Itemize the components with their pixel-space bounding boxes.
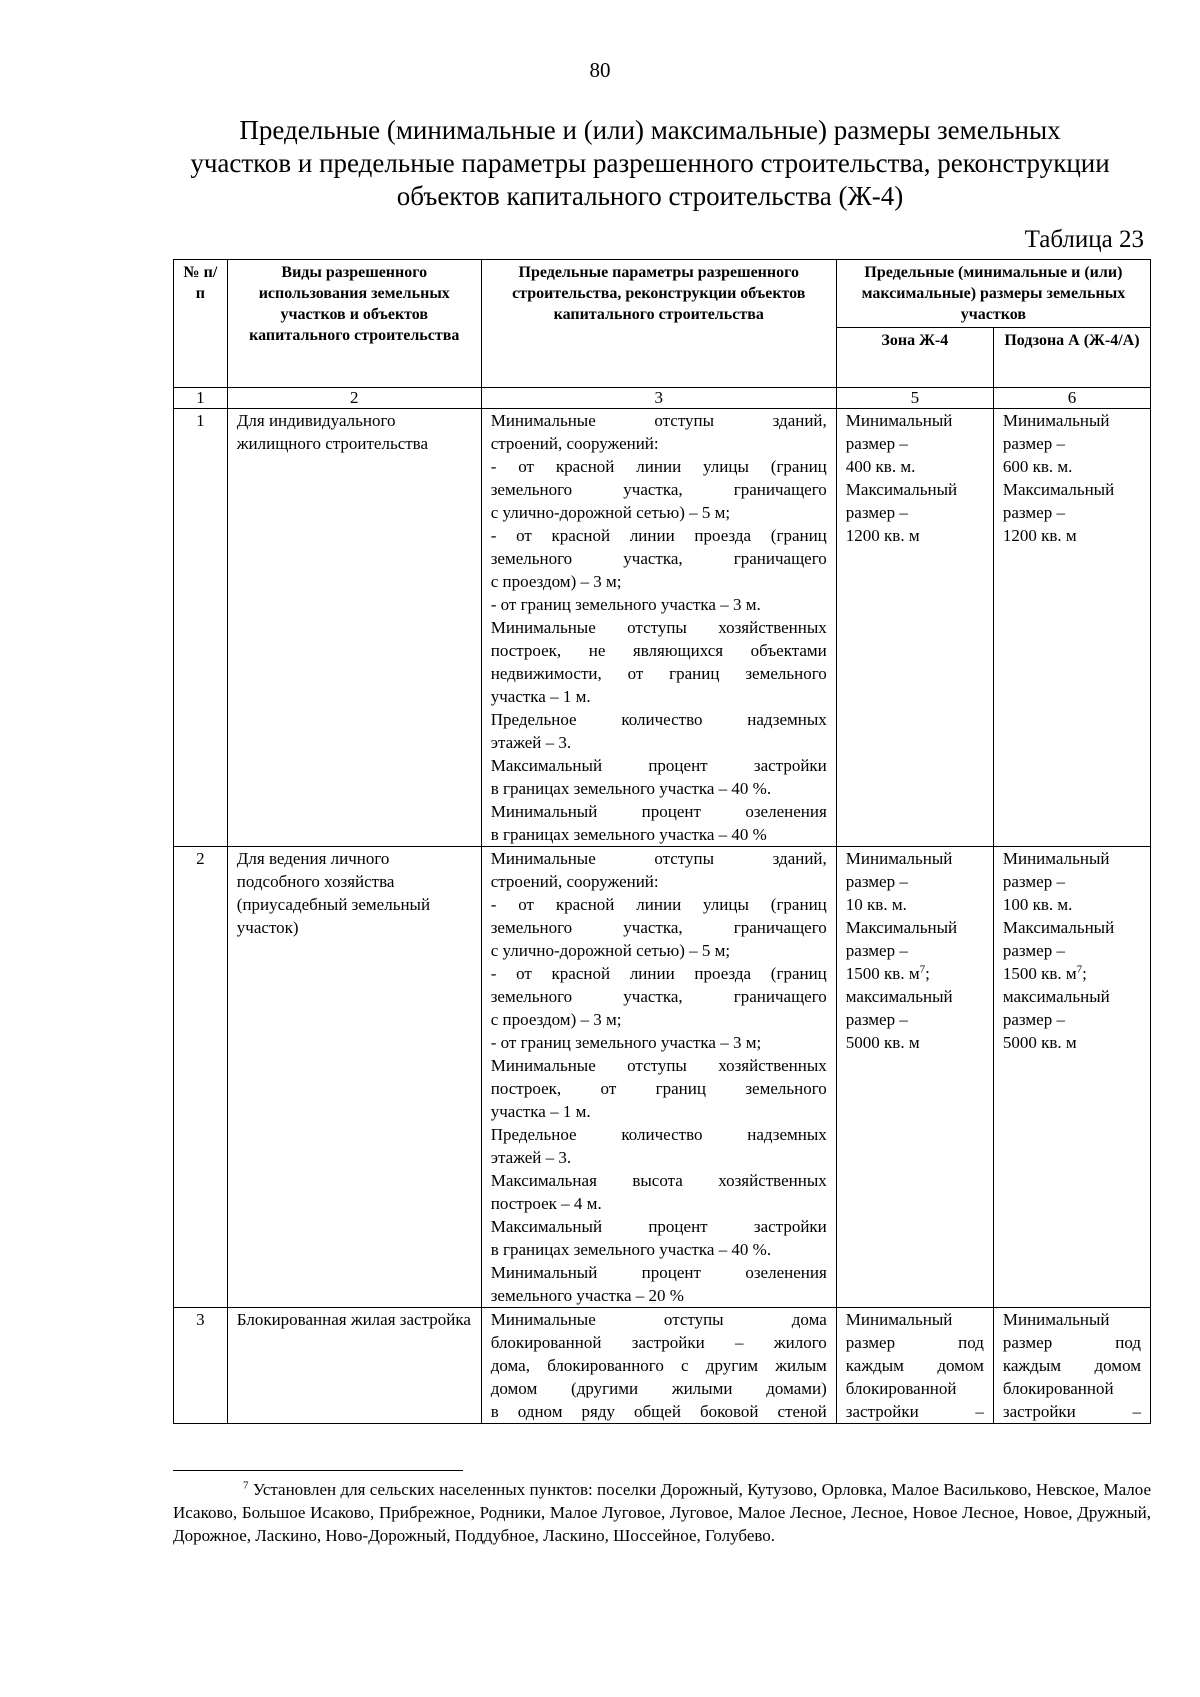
param-line: этажей – 3.	[490, 733, 572, 752]
param-line: Максимальный процент застройки	[490, 1217, 827, 1236]
document-title	[150, 114, 1150, 213]
subzone-line: застройки –	[1002, 1402, 1141, 1421]
zone-line: каждым домом	[845, 1356, 984, 1375]
parameters-table	[173, 259, 1151, 1424]
row-subzone-size	[993, 1308, 1150, 1424]
footnote-mark: 7	[919, 963, 926, 976]
title-line: объектов капитального строительства (Ж-4)	[396, 181, 904, 211]
param-line: Предельное количество надземных	[490, 1125, 827, 1144]
param-line: с улично-дорожной сетью) – 5 м;	[490, 503, 731, 522]
param-line: земельного участка, граничащего	[490, 918, 827, 937]
subzone-line: 1200 кв. м	[1002, 526, 1077, 545]
param-line: земельного участка – 20 %	[490, 1286, 684, 1305]
param-line: Минимальный процент озеленения	[490, 1263, 827, 1282]
row-subzone-size	[993, 409, 1150, 847]
header-kind: Виды разрешенного использования земельных участков и объектов капитального строительства	[227, 260, 481, 388]
param-line: Максимальная высота хозяйственных	[490, 1171, 827, 1190]
param-line: построек, от границ земельного	[490, 1079, 827, 1098]
subzone-line: Максимальный	[1002, 480, 1115, 499]
column-numbers-row	[174, 388, 1151, 409]
param-line: Минимальные отступы хозяйственных	[490, 618, 827, 637]
row-number: 1	[174, 409, 228, 847]
param-line: строений, сооружений:	[490, 434, 659, 453]
row-subzone-size	[993, 847, 1150, 1308]
param-line: Минимальные отступы хозяйственных	[490, 1056, 827, 1075]
footnote-mark: 7	[243, 1479, 249, 1492]
zone-line: Максимальный	[845, 918, 958, 937]
subzone-line: размер –	[1002, 503, 1065, 522]
param-line: Максимальный процент застройки	[490, 756, 827, 775]
param-line: блокированной застройки – жилого	[490, 1333, 827, 1352]
column-number: 1	[174, 388, 228, 409]
param-line: участка – 1 м.	[490, 1102, 591, 1121]
zone-line: блокированной	[845, 1379, 957, 1398]
row-kind: Блокированная жилая застройка	[227, 1308, 481, 1424]
subzone-line: размер –	[1002, 941, 1065, 960]
param-line: в границах земельного участка – 40 %.	[490, 779, 772, 798]
subzone-line: Максимальный	[1002, 918, 1115, 937]
header-subzone: Подзона А (Ж-4/А)	[993, 328, 1150, 388]
subzone-line: 5000 кв. м	[1002, 1033, 1077, 1052]
param-line: этажей – 3.	[490, 1148, 572, 1167]
zone-line: размер –	[845, 941, 908, 960]
table-row	[174, 847, 1151, 1308]
param-line: построек, не являющихся объектами	[490, 641, 827, 660]
subzone-line: блокированной	[1002, 1379, 1114, 1398]
param-line: земельного участка, граничащего	[490, 987, 827, 1006]
param-line: с улично-дорожной сетью) – 5 м;	[490, 941, 731, 960]
param-line: строений, сооружений:	[490, 872, 659, 891]
table-row	[174, 1308, 1151, 1424]
param-line: - от красной линии проезда (границ	[490, 964, 827, 983]
param-line: Минимальные отступы дома	[490, 1310, 827, 1329]
subzone-line: 600 кв. м.	[1002, 457, 1073, 476]
zone-line: размер –	[845, 1010, 908, 1029]
title-line: Предельные (минимальные и (или) максимальные) размеры земельных	[239, 115, 1061, 145]
header-row	[174, 260, 1151, 328]
zone-line: размер –	[845, 872, 908, 891]
row-number: 3	[174, 1308, 228, 1424]
subzone-line: размер –	[1002, 1010, 1065, 1029]
row-params	[481, 847, 836, 1308]
subzone-value: 1500 кв. м	[1002, 964, 1077, 983]
row-zone-size	[836, 1308, 993, 1424]
zone-line: размер –	[845, 434, 908, 453]
footnote-body	[173, 1478, 1151, 1547]
subzone-line: размер под	[1002, 1333, 1141, 1352]
subzone-line: размер –	[1002, 872, 1065, 891]
subzone-line: максимальный	[1002, 987, 1110, 1006]
column-number: 3	[481, 388, 836, 409]
zone-line: 400 кв. м.	[845, 457, 916, 476]
row-zone-size	[836, 409, 993, 847]
param-line: участка – 1 м.	[490, 687, 591, 706]
table-row	[174, 409, 1151, 847]
zone-line: 5000 кв. м	[845, 1033, 920, 1052]
param-line: Минимальные отступы зданий,	[490, 411, 827, 430]
zone-value: 1500 кв. м	[845, 964, 920, 983]
zone-line: 1500 кв. $м^7$;	[845, 963, 930, 983]
param-line: Минимальные отступы зданий,	[490, 849, 827, 868]
subzone-line: каждым домом	[1002, 1356, 1141, 1375]
subzone-line: 100 кв. м.	[1002, 895, 1073, 914]
row-kind: Для ведения личного подсобного хозяйства (приусадебный земельный участок)	[227, 847, 481, 1308]
row-params	[481, 409, 836, 847]
zone-line: Минимальный	[845, 1310, 953, 1329]
param-line: в границах земельного участка – 40 %	[490, 825, 767, 844]
header-sizes: Предельные (минимальные и (или) максимальные) размеры земельных участков	[836, 260, 1150, 328]
subzone-line: Минимальный	[1002, 411, 1110, 430]
header-params: Предельные параметры разрешенного строительства, реконструкции объектов капитального строительства	[481, 260, 836, 388]
param-line: Предельное количество надземных	[490, 710, 827, 729]
footnote	[173, 1478, 1151, 1547]
zone-line: Минимальный	[845, 411, 953, 430]
header-zone: Зона Ж-4	[836, 328, 993, 388]
subzone-line: Минимальный	[1002, 849, 1110, 868]
param-line: в границах земельного участка – 40 %.	[490, 1240, 772, 1259]
zone-line: застройки –	[845, 1402, 984, 1421]
column-number: 6	[993, 388, 1150, 409]
zone-line: максимальный	[845, 987, 953, 1006]
param-line: - от красной линии улицы (границ	[490, 895, 827, 914]
column-number: 5	[836, 388, 993, 409]
row-params	[481, 1308, 836, 1424]
param-line: домом (другими жилыми домами)	[490, 1379, 827, 1398]
param-line: земельного участка, граничащего	[490, 549, 827, 568]
zone-line: 1200 кв. м	[845, 526, 920, 545]
zone-line: 10 кв. м.	[845, 895, 907, 914]
param-line: дома, блокированного с другим жилым	[490, 1356, 827, 1375]
column-number: 2	[227, 388, 481, 409]
zone-line: Максимальный	[845, 480, 958, 499]
param-line: недвижимости, от границ земельного	[490, 664, 827, 683]
zone-line: размер под	[845, 1333, 984, 1352]
zone-line: Минимальный	[845, 849, 953, 868]
param-line: - от границ земельного участка – 3 м.	[490, 595, 761, 614]
param-line: с проездом) – 3 м;	[490, 572, 622, 591]
row-zone-size	[836, 847, 993, 1308]
param-line: построек – 4 м.	[490, 1194, 602, 1213]
footnote-divider	[173, 1470, 463, 1471]
row-kind: Для индивидуального жилищного строительства	[227, 409, 481, 847]
footnote-text: Установлен для сельских населенных пунктов: поселки Дорожный, Кутузово, Орловка, Малое Васильково, Невское, Малое Исаково, Большое Исаково, Прибрежное, Родники, Малое Луговое, Луговое, Малое Лесное, Лесное, Новое Лесное, Новое, Дружный, Дорожное, Ласкино, Ново-Дорожный, Поддубное, Ласкино, Шоссейное, Голубево.	[173, 1480, 1151, 1545]
param-line: - от красной линии проезда (границ	[490, 526, 827, 545]
table-label: Таблица 23	[1024, 226, 1144, 253]
header-num: № п/п	[174, 260, 228, 388]
param-line: с проездом) – 3 м;	[490, 1010, 622, 1029]
row-number: 2	[174, 847, 228, 1308]
param-line: - от границ земельного участка – 3 м;	[490, 1033, 762, 1052]
footnote-mark: 7	[1076, 963, 1083, 976]
param-line: земельного участка, граничащего	[490, 480, 827, 499]
zone-line: размер –	[845, 503, 908, 522]
subzone-line: размер –	[1002, 434, 1065, 453]
page-number: 80	[589, 58, 611, 82]
title-line: участков и предельные параметры разрешенного строительства, реконструкции	[190, 148, 1110, 178]
param-line: в одном ряду общей боковой стеной	[490, 1402, 827, 1421]
subzone-line: 1500 кв. $м^7$;	[1002, 963, 1087, 983]
param-line: Минимальный процент озеленения	[490, 802, 827, 821]
param-line: - от красной линии улицы (границ	[490, 457, 827, 476]
subzone-line: Минимальный	[1002, 1310, 1110, 1329]
